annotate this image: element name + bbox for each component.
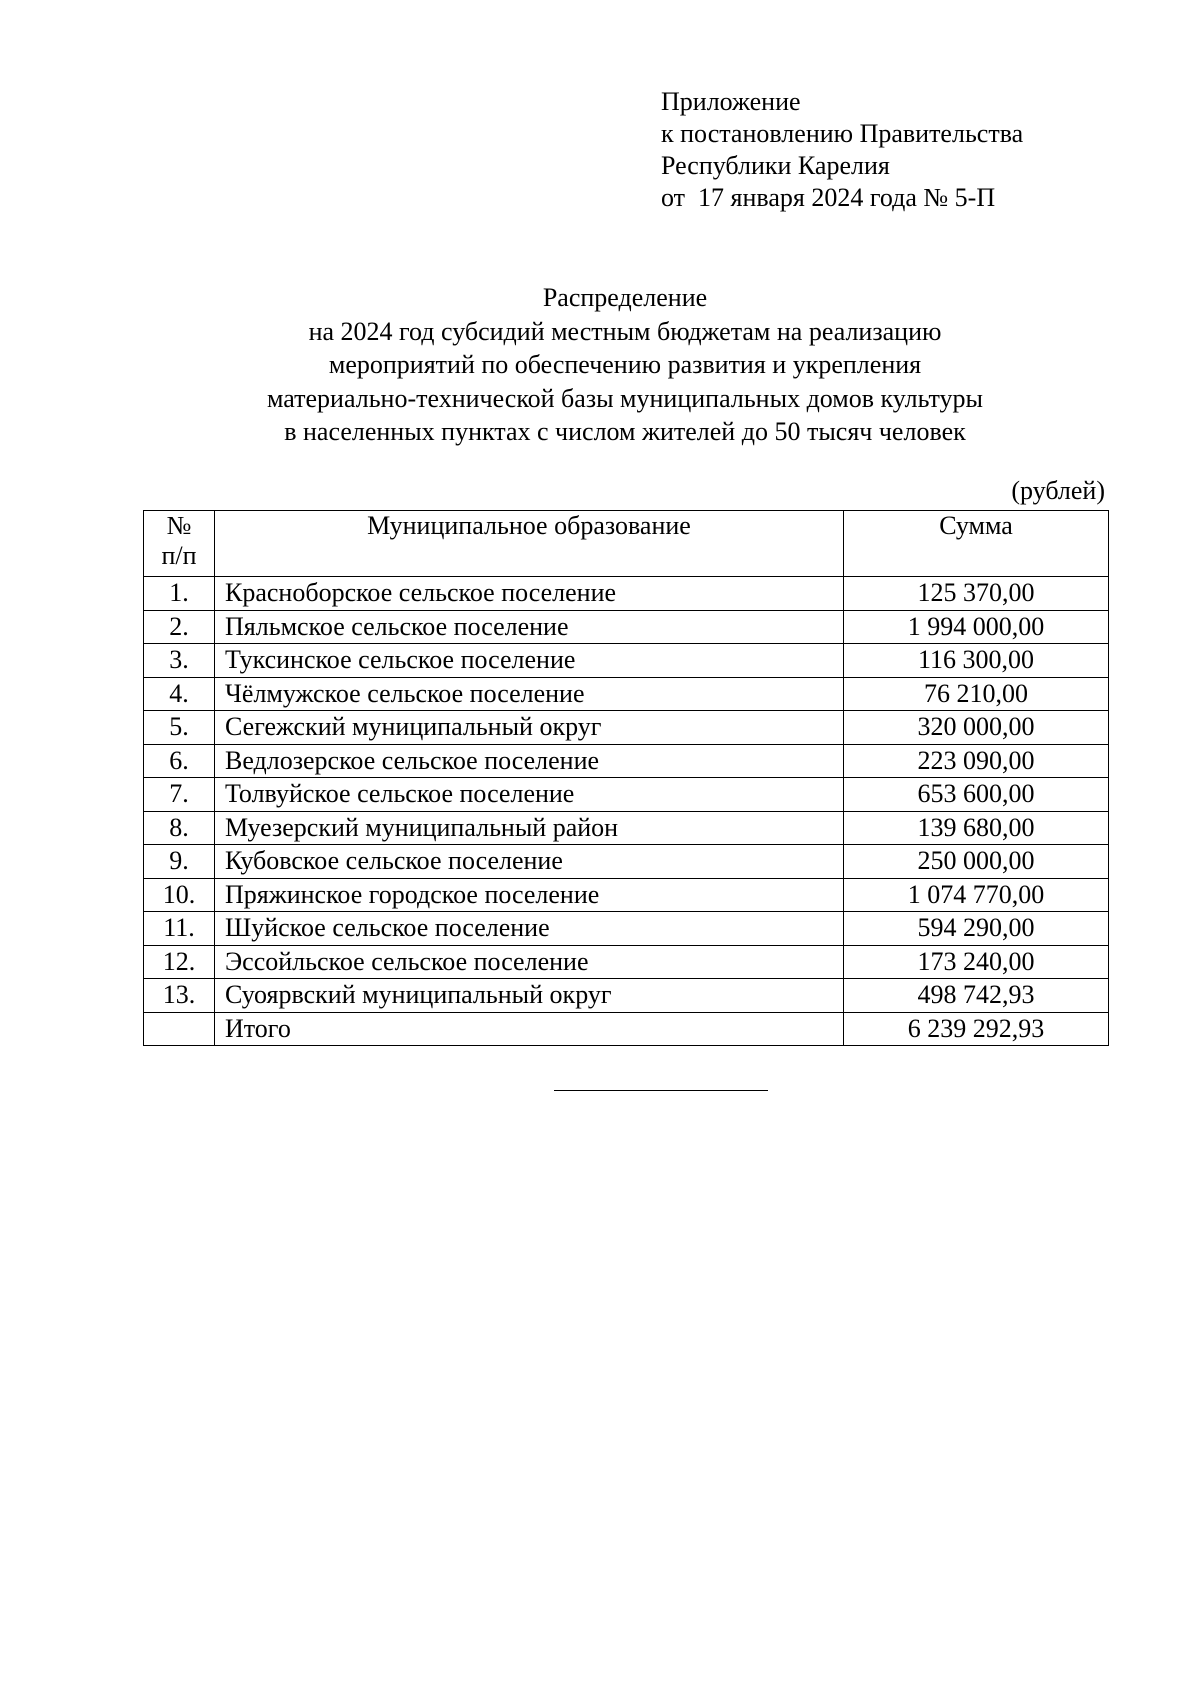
row-sum: 173 240,00 xyxy=(844,945,1109,979)
row-sum: 76 210,00 xyxy=(844,677,1109,711)
row-sum: 498 742,93 xyxy=(844,979,1109,1013)
table-total-row xyxy=(144,1012,1109,1046)
table-row xyxy=(144,878,1109,912)
table-row xyxy=(144,778,1109,812)
row-municipality: Чёлмужское сельское поселение xyxy=(215,677,844,711)
table-row xyxy=(144,577,1109,611)
appendix-line: к постановлению Правительства xyxy=(661,119,1024,148)
row-number: 6. xyxy=(144,744,215,778)
row-municipality: Пряжинское городское поселение xyxy=(215,878,844,912)
table-body xyxy=(144,577,1109,1046)
row-municipality: Красноборское сельское поселение xyxy=(215,577,844,611)
row-sum: 1 994 000,00 xyxy=(844,610,1109,644)
table-row xyxy=(144,610,1109,644)
appendix-line: Республики Карелия xyxy=(661,151,890,180)
table-row xyxy=(144,677,1109,711)
row-municipality: Итого xyxy=(215,1012,844,1046)
title-line: мероприятий по обеспечению развития и укрепления xyxy=(328,350,922,379)
row-sum: 320 000,00 xyxy=(844,711,1109,745)
header-municipality: Муниципальное образование xyxy=(215,511,844,577)
appendix-line: от 17 января 2024 года № 5-П xyxy=(661,183,996,212)
row-number: 4. xyxy=(144,677,215,711)
row-municipality: Шуйское сельское поселение xyxy=(215,912,844,946)
row-number: 11. xyxy=(144,912,215,946)
table-row xyxy=(144,912,1109,946)
row-sum: 1 074 770,00 xyxy=(844,878,1109,912)
row-sum: 250 000,00 xyxy=(844,845,1109,879)
appendix-block xyxy=(661,86,1023,214)
row-sum: 6 239 292,93 xyxy=(844,1012,1109,1046)
row-number: 3. xyxy=(144,644,215,678)
row-number: 1. xyxy=(144,577,215,611)
row-number: 2. xyxy=(144,610,215,644)
allocation-table xyxy=(143,510,1109,1046)
header-number-line2: п/п xyxy=(161,541,197,570)
table-row xyxy=(144,711,1109,745)
table-header-row xyxy=(144,511,1109,577)
row-number: 8. xyxy=(144,811,215,845)
row-municipality: Толвуйское сельское поселение xyxy=(215,778,844,812)
row-sum: 116 300,00 xyxy=(844,644,1109,678)
appendix-line: Приложение xyxy=(661,87,801,116)
header-number xyxy=(144,511,215,577)
title-line: материально-технической базы муниципальных домов культуры xyxy=(267,383,983,413)
title-line: в населенных пунктах с числом жителей до 50 тысяч человек xyxy=(284,417,966,446)
row-sum: 594 290,00 xyxy=(844,912,1109,946)
row-number xyxy=(144,1012,215,1046)
title-line: на 2024 год субсидий местным бюджетам на реализацию xyxy=(308,316,942,346)
table-row xyxy=(144,811,1109,845)
document-title xyxy=(0,281,1200,449)
row-number: 7. xyxy=(144,778,215,812)
row-municipality: Сегежский муниципальный округ xyxy=(215,711,844,745)
row-number: 13. xyxy=(144,979,215,1013)
closing-rule xyxy=(554,1090,768,1091)
row-municipality: Эссойльское сельское поселение xyxy=(215,945,844,979)
row-municipality: Ведлозерское сельское поселение xyxy=(215,744,844,778)
row-municipality: Пяльмское сельское поселение xyxy=(215,610,844,644)
table-row xyxy=(144,644,1109,678)
row-number: 12. xyxy=(144,945,215,979)
row-sum: 125 370,00 xyxy=(844,577,1109,611)
header-number-line1: № xyxy=(166,511,192,540)
table-row xyxy=(144,945,1109,979)
row-municipality: Кубовское сельское поселение xyxy=(215,845,844,879)
row-sum: 653 600,00 xyxy=(844,778,1109,812)
header-sum: Сумма xyxy=(844,511,1109,577)
table-row xyxy=(144,979,1109,1013)
row-number: 10. xyxy=(144,878,215,912)
row-municipality: Туксинское сельское поселение xyxy=(215,644,844,678)
title-line: Распределение xyxy=(542,283,708,312)
unit-label: (рублей) xyxy=(1011,476,1105,505)
table-row xyxy=(144,845,1109,879)
row-number: 9. xyxy=(144,845,215,879)
row-sum: 223 090,00 xyxy=(844,744,1109,778)
row-number: 5. xyxy=(144,711,215,745)
row-sum: 139 680,00 xyxy=(844,811,1109,845)
table-row xyxy=(144,744,1109,778)
row-municipality: Муезерский муниципальный район xyxy=(215,811,844,845)
row-municipality: Суоярвский муниципальный округ xyxy=(215,979,844,1013)
